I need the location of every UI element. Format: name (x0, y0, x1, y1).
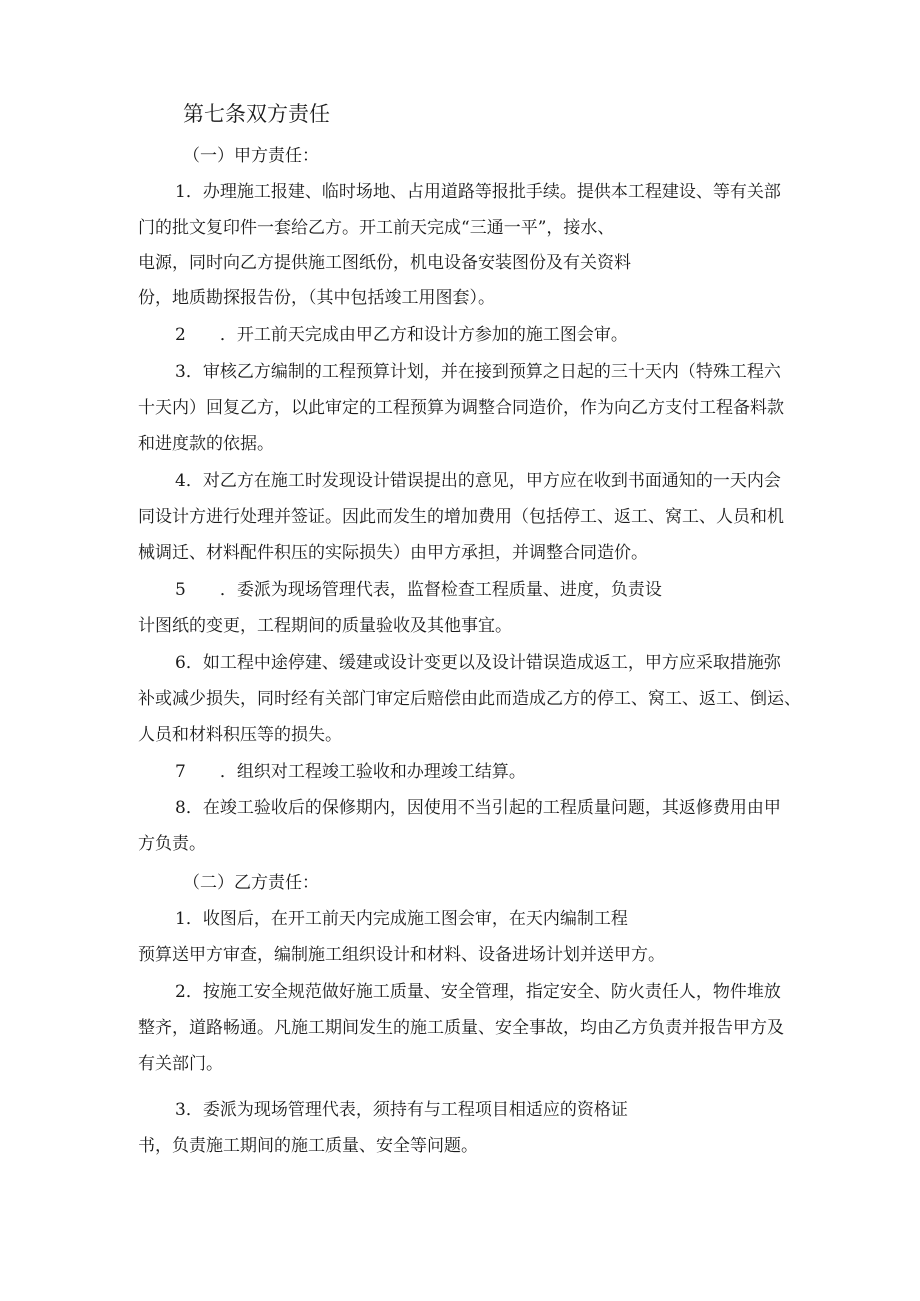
paragraph-line: 份，地质勘探报告份，（其中包括竣工用图套）。 (138, 288, 495, 308)
paragraph-line: 8．在竣工验收后的保修期内，因使用不当引起的工程质量问题，其返修费用由甲 (175, 798, 781, 818)
paragraph-line: 1．收图后，在开工前天内完成施工图会审，在天内编制工程 (175, 909, 628, 929)
paragraph-line: 十天内）回复乙方，以此审定的工程预算为调整合同造价，作为向乙方支付工程备料款 (138, 398, 784, 418)
paragraph-line: 计图纸的变更，工程期间的质量验收及其他事宜。 (138, 616, 512, 636)
paragraph-line: 整齐，道路畅通。凡施工期间发生的施工质量、安全事故，均由乙方负责并报告甲方及 (138, 1018, 784, 1038)
paragraph-line: 书，负责施工期间的施工质量、安全等问题。 (138, 1136, 478, 1156)
section-title: 第七条双方责任 (183, 102, 330, 126)
paragraph-line: 人员和材料积压等的损失。 (138, 725, 342, 745)
paragraph-line: 6．如工程中途停建、缓建或设计变更以及设计错误造成返工，甲方应采取措施弥 (175, 653, 781, 673)
paragraph-line: 械调迁、材料配件积压的实际损失）由甲方承担，并调整合同造价。 (138, 543, 648, 563)
paragraph-line: 门的批文复印件一套给乙方。开工前天完成“三通一平”，接水、 (138, 218, 615, 238)
paragraph-line: 预算送甲方审查，编制施工组织设计和材料、设备进场计划并送甲方。 (138, 945, 665, 965)
paragraph-line: 补或减少损失，同时经有关部门审定后赔偿由此而造成乙方的停工、窝工、返工、倒运、 (138, 689, 801, 709)
paragraph-line: 3．委派为现场管理代表，须持有与工程项目相适应的资格证 (175, 1100, 628, 1120)
paragraph-line: 1．办理施工报建、临时场地、占用道路等报批手续。提供本工程建设、等有关部 (175, 182, 781, 202)
paragraph-line: 7 ．组织对工程竣工验收和办理竣工结算。 (175, 762, 526, 782)
paragraph-line: 4．对乙方在施工时发现设计错误提出的意见，甲方应在收到书面通知的一天内会 (175, 471, 781, 491)
section-a-heading: （一）甲方责任： (183, 146, 319, 166)
paragraph-line: 2．按施工安全规范做好施工质量、安全管理，指定安全、防火责任人，物件堆放 (175, 982, 781, 1002)
paragraph-line: 有关部门。 (138, 1054, 223, 1074)
paragraph-line: 和进度款的依据。 (138, 434, 274, 454)
paragraph-line: 同设计方进行处理并签证。因此而发生的增加费用（包括停工、返工、窝工、人员和机 (138, 507, 784, 527)
section-b-heading: （二）乙方责任： (183, 873, 319, 893)
paragraph-line: 2 ．开工前天完成由甲乙方和设计方参加的施工图会审。 (175, 325, 628, 345)
paragraph-line: 方负责。 (138, 834, 206, 854)
paragraph-line: 3．审核乙方编制的工程预算计划，并在接到预算之日起的三十天内（特殊工程六 (175, 362, 781, 382)
paragraph-line: 5 ．委派为现场管理代表，监督检查工程质量、进度，负责设 (175, 580, 662, 600)
paragraph-line: 电源，同时向乙方提供施工图纸份，机电设备安装图份及有关资料 (138, 253, 631, 273)
